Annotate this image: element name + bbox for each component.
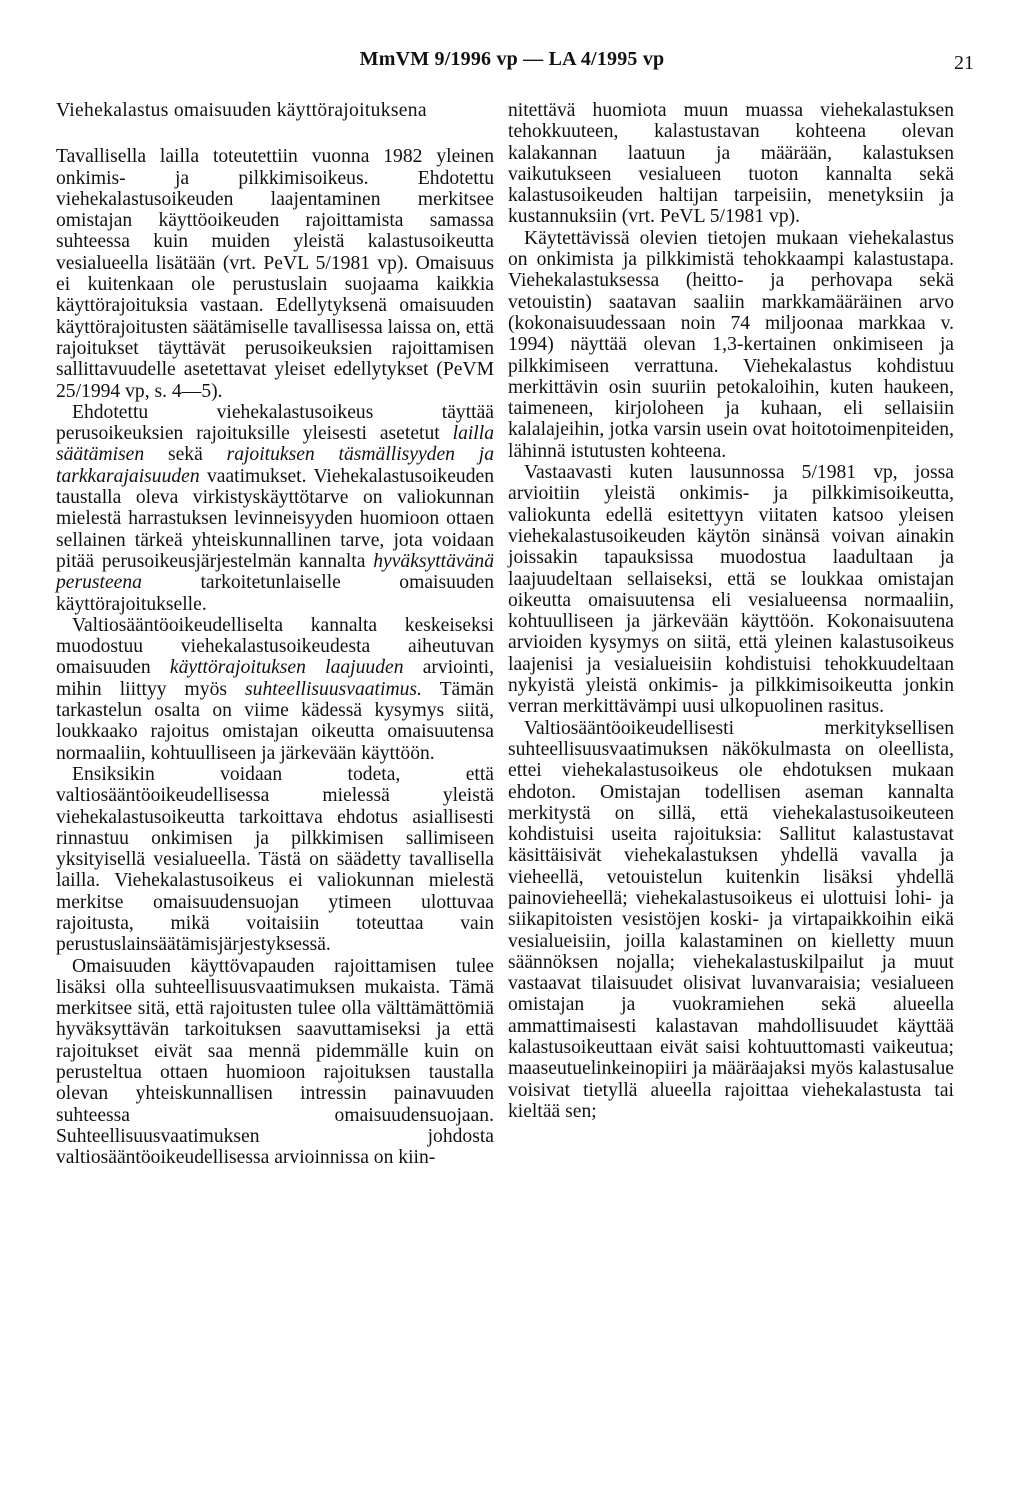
italic-term: lailla säätämisen [56,423,494,466]
text-run: Ehdotettu viehekalastusoikeus täyttää perusoikeuksien rajoituksille yleisesti asetetut [56,401,494,445]
page-number: 21 [954,52,974,74]
italic-term: suhteellisuusvaatimus. [245,678,422,700]
text-run: tarkoitetunlaiselle omaisuuden käyttörajoitukselle. [56,572,494,615]
paragraph-3 [56,615,494,764]
text-run: Tämän tarkastelun osalta on viime kädessä kysymys siitä, loukkaako rajoitus omistajan oikeutta omaisuutensa normaaliin, kohtuulliseen ja järkevään käyttöön. [56,678,494,764]
paragraph-7: Vastaavasti kuten lausunnossa 5/1981 vp, jossa arvioitiin yleistä onkimis- ja pilkkimisoikeutta, valiokunta edellä esitettyyn viitaten katsoo yleisen viehekalastusoikeuden käytön sinänsä voivan ainakin joissakin tapauksissa muodostua laadultaan ja laajuudeltaan sellaiseksi, että se loukkaa omistajan oikeutta omaisuutensa eli vesialueensa normaaliin, kohtuulliseen ja järkevään käyttöön. Kokonaisuutena arvioiden kysymys on siitä, että yleinen kalastusoikeus laajenisi ja vesialueisiin kohdistuisi tehokkuudeltaan nykyistä yleistä onkimis- ja pilkkimisoikeutta jonkin verran merkittävämpi uusi ulkopuolinen rasitus. [508,462,954,718]
right-column [508,100,954,1122]
page-header [0,48,1024,88]
text-run: Valtiosääntöoikeudelliselta kannalta keskeiseksi muodostuu viehekalastusoikeudesta aiheutuvan omaisuuden [56,614,494,679]
paragraph-2 [56,402,494,615]
italic-term: käyttörajoituksen laajuuden [169,657,404,679]
paragraph-8: Valtiosääntöoikeudellisesti merkityksellisen suhteellisuusvaatimuksen näkökulmasta on oleellista, ettei viehekalastusoikeus ole ehdotuksen mukaan ehdoton. Omistajan todellisen aseman kannalta merkitystä on sillä, että viehekalastusoikeuteen kohdistuisi useita rajoituksia: Sallitut kalastustavat käsittäisivät viehekalastuksen yhdellä vavalla ja vieheellä, vetouistelun kuitenkin lisäksi yhdellä painovieheellä; viehekalastusoikeus ei ulottuisi lohi- ja siikapitoisten vesistöjen koski- ja virtapaikkoihin eikä vesialueisiin, joilla kalastaminen on kielletty muun säännöksen nojalla; viehekalastuskilpailut ja muut vastaavat tilaisuudet olisivat luvanvaraisia; vesialueen omistajan ja vuokramiehen sekä alueella ammattimaisesti kalastavan mahdollisuudet käyttää kalastusoikeuttaan eivät saisi kohtuuttomasti vaikeutua; maaseutuelinkeinopiiri ja määräajaksi myös kalastusalue voisivat tietyllä alueella rajoittaa viehekalastusta tai kieltää sen; [508,717,954,1122]
running-head: MmVM 9/1996 vp — LA 4/1995 vp [359,48,665,70]
left-column [56,100,494,1169]
paragraph-continued: nitettävä huomiota muun muassa viehekalastuksen tehokkuuteen, kalastustavan kohteena olevan kalakannan laatuun ja määrään, kalastuksen vaikutukseen vesialueen tuoton kannalta sekä kalastusoikeuden haltijan tarpeisiin, menetyksiin ja kustannuksiin (vrt. PeVL 5/1981 vp). [508,100,954,228]
italic-term: rajoituksen täsmällisyyden ja tarkkarajaisuuden [56,444,494,487]
paragraph-4: Ensiksikin voidaan todeta, että valtiosääntöoikeudellisessa mielessä yleistä viehekalastusoikeutta tarkoittava ehdotus asiallisesti rinnastuu onkimisen ja pilkkimisen sallimiseen yksityisellä vesialueella. Tästä on säädetty tavallisella lailla. Viehekalastusoikeus ei valiokunnan mielestä merkitse omaisuudensuojan ytimeen ulottuvaa rajoitusta, mikä voitaisiin toteuttaa vain perustuslainsäätämisjärjestyksessä. [56,763,494,956]
text-run: sekä [144,444,227,466]
text-run: vaatimukset. Viehekalastusoikeuden taustalla oleva virkistyskäyttötarve on valiokunnan mielestä harrastuksen levinneisyyden huomioon ottaen sellainen tärkeä yhteiskunnallinen tarve, jota voidaan pitää perusoikeusjärjestelmän kannalta [56,465,494,572]
paragraph-1: Tavallisella lailla toteutettiin vuonna 1982 yleinen onkimis- ja pilkkimisoikeus. Ehdotettu viehekalastusoikeuden laajentaminen merkitsee omistajan käyttöoikeuden rajoittamista samassa suhteessa kuin muiden yleistä kalastusoikeutta vesialueella lisätään (vrt. PeVL 5/1981 vp). Omaisuus ei kuitenkaan ole perustuslain suojaama kaikkia käyttörajoituksia vastaan. Edellytyksenä omaisuuden käyttörajoitusten säätämiselle tavallisessa laissa on, että rajoitukset täyttävät perusoikeuksien rajoittamisen sallittavuudelle asetettavat yleiset edellytykset (PeVM 25/1994 vp, s. 4—5). [56,146,494,402]
text-run: arviointi, mihin liittyy myös [56,657,494,700]
italic-term: hyväksyttävänä perusteena [56,550,494,594]
paragraph-5: Omaisuuden käyttövapauden rajoittamisen tulee lisäksi olla suhteellisuusvaatimuksen mukaista. Tämä merkitsee sitä, että rajoitusten tulee olla välttämättömiä hyväksyttävän tarkoituksen saavuttamiseksi ja että rajoitukset eivät saa mennä pidemmälle kuin on perusteltua ottaen huomioon rajoituksen taustalla olevan yhteiskunnallisen intressin painavuuden suhteessa omaisuudensuojaan. Suhteellisuusvaatimuksen johdosta valtiosääntöoikeudellisessa arvioinnissa on kiin- [56,955,494,1169]
section-heading: Viehekalastus omaisuuden käyttörajoituksena [56,100,427,121]
paragraph-6: Käytettävissä olevien tietojen mukaan viehekalastus on onkimista ja pilkkimistä tehokkaampi kalastustapa. Viehekalastuksessa (heitto- ja perhovapa sekä vetouistin) saatavan saaliin markkamääräinen arvo (kokonaisuudessaan noin 74 miljoonaa markkaa v. 1994) näyttää olevan 1,3-kertainen onkimiseen ja pilkkimiseen verrattuna. Viehekalastus kohdistuu merkittävin osin suuriin petokaloihin, kuten haukeen, taimeneen, kirjoloheen ja kuhaan, eli sellaisiin kalalajeihin, jotka varsin usein ovat hoitotoimenpiteiden, lähinnä istutusten kohteena. [508,227,954,462]
